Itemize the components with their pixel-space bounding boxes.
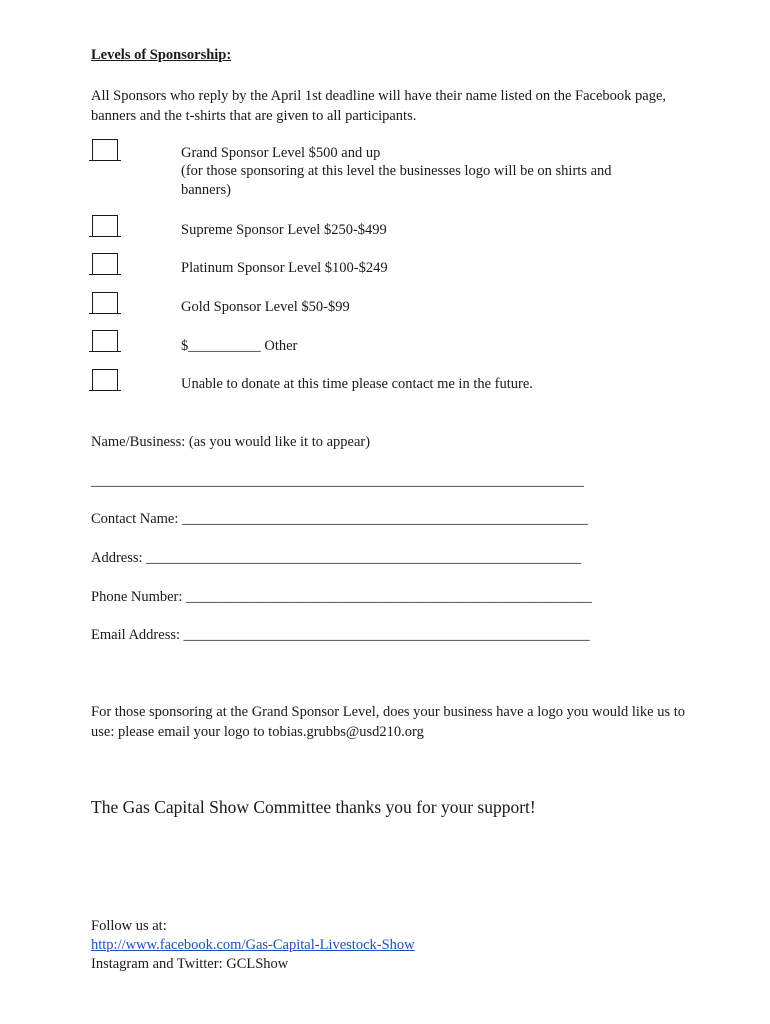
follow-us-label: Follow us at:: [91, 918, 167, 934]
option-label-unable: Unable to donate at this time please contact me in the future.: [181, 376, 533, 392]
option-label-platinum: Platinum Sponsor Level $100-$249: [181, 260, 388, 276]
phone-number-field[interactable]: Phone Number: ________________________________________________________: [91, 589, 593, 605]
option-label-supreme: Supreme Sponsor Level $250-$499: [181, 222, 387, 238]
name-business-label: Name/Business: (as you would like it to appear): [91, 434, 371, 450]
other-amount-checkbox[interactable]: [92, 330, 118, 351]
platinum-sponsor-checkbox[interactable]: [92, 253, 118, 274]
facebook-link[interactable]: http://www.facebook.com/Gas-Capital-Livestock-Show: [91, 937, 415, 953]
option-label-other: $__________ Other: [181, 338, 298, 354]
name-business-field[interactable]: ____________________________________________________________________: [91, 473, 584, 489]
unable-to-donate-checkbox[interactable]: [92, 369, 118, 390]
gold-sponsor-checkbox[interactable]: [92, 292, 118, 313]
option-label-grand: Grand Sponsor Level $500 and up: [181, 145, 381, 161]
email-address-field[interactable]: Email Address: ________________________________________________________: [91, 627, 590, 643]
option-label-gold: Gold Sponsor Level $50-$99: [181, 299, 350, 315]
page-heading: Levels of Sponsorship:: [91, 47, 232, 63]
supreme-sponsor-checkbox[interactable]: [92, 215, 118, 236]
contact-name-field[interactable]: Contact Name: ________________________________________________________: [91, 511, 589, 527]
thank-you-message: The Gas Capital Show Committee thanks you for your support!: [91, 797, 536, 817]
logo-request-note: For those sponsoring at the Grand Sponsor Level, does your business have a logo you would like us to use: please email your logo to tobias.grubbs@usd210.org: [91, 704, 686, 740]
intro-paragraph: All Sponsors who reply by the April 1st deadline will have their name listed on the Facebook page, banners and the t-shirts that are given to all participants.: [91, 88, 667, 124]
grand-sponsor-checkbox[interactable]: [92, 139, 118, 160]
option-note-grand: (for those sponsoring at this level the businesses logo will be on shirts and banners): [181, 163, 612, 198]
social-handles: Instagram and Twitter: GCLShow: [91, 956, 289, 972]
address-field[interactable]: Address: ____________________________________________________________: [91, 550, 582, 566]
